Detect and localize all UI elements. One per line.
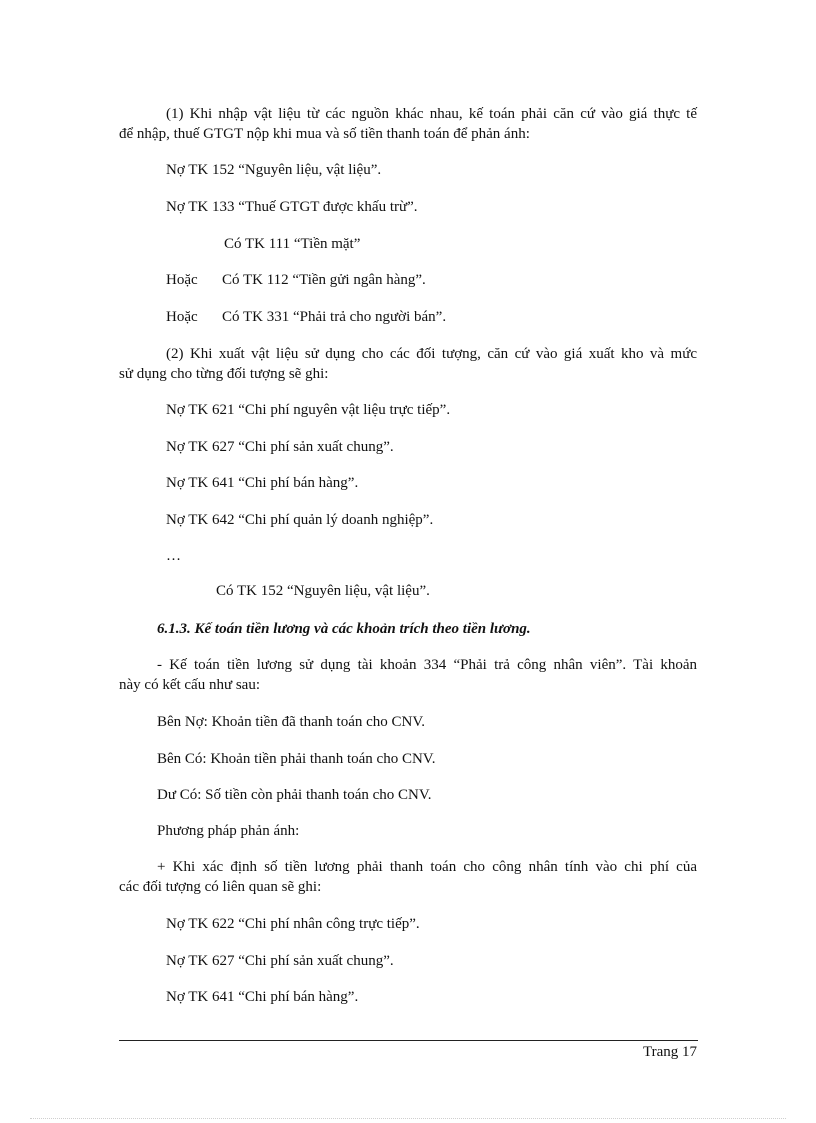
entry-prefix: Hoặc	[166, 309, 198, 325]
entry-line: Bên Có: Khoản tiền phải thanh toán cho CNV.	[157, 751, 436, 767]
entry-line: Nợ TK 627 “Chi phí sản xuất chung”.	[166, 439, 394, 455]
entry-line: Nợ TK 133 “Thuế GTGT được khấu trừ”.	[166, 199, 418, 215]
entry-line: Nợ TK 641 “Chi phí bán hàng”.	[166, 989, 359, 1005]
paragraph-line: này có kết cấu như sau:	[119, 677, 260, 693]
entry-line: Bên Nợ: Khoản tiền đã thanh toán cho CNV.	[157, 714, 426, 730]
paragraph-line: - Kế toán tiền lương sử dụng tài khoản 334 “Phải trả công nhân viên”. Tài khoản	[157, 657, 697, 673]
page-boundary	[30, 1118, 786, 1119]
paragraph-line: + Khi xác định số tiền lương phải thanh toán cho công nhân tính vào chi phí của	[157, 859, 697, 875]
ellipsis: …	[166, 548, 181, 564]
entry-line: Nợ TK 642 “Chi phí quản lý doanh nghiệp”.	[166, 512, 434, 528]
entry-line: Nợ TK 152 “Nguyên liệu, vật liệu”.	[166, 162, 382, 178]
page-number: Trang 17	[642, 1044, 697, 1060]
entry-line: Phương pháp phản ánh:	[157, 823, 300, 839]
entry-line: Nợ TK 621 “Chi phí nguyên vật liệu trực tiếp”.	[166, 402, 451, 418]
entry-line: Nợ TK 622 “Chi phí nhân công trực tiếp”.	[166, 916, 420, 932]
paragraph-line: (1) Khi nhập vật liệu từ các nguồn khác nhau, kế toán phải căn cứ vào giá thực tế	[166, 106, 697, 122]
entry-line: Có TK 111 “Tiền mặt”	[224, 236, 361, 252]
paragraph-line: (2) Khi xuất vật liệu sử dụng cho các đối tượng, căn cứ vào giá xuất kho và mức	[166, 346, 697, 362]
entry-line: Có TK 112 “Tiền gửi ngân hàng”.	[222, 272, 426, 288]
paragraph-line: sử dụng cho từng đối tượng sẽ ghi:	[119, 366, 329, 382]
entry-line: Có TK 331 “Phải trả cho người bán”.	[222, 309, 447, 325]
paragraph-line: để nhập, thuế GTGT nộp khi mua và số tiền thanh toán để phản ánh:	[119, 126, 530, 142]
entry-line: Nợ TK 641 “Chi phí bán hàng”.	[166, 475, 359, 491]
entry-line: Nợ TK 627 “Chi phí sản xuất chung”.	[166, 953, 394, 969]
footer-rule	[119, 1040, 698, 1041]
section-heading: 6.1.3. Kế toán tiền lương và các khoản trích theo tiền lương.	[157, 621, 531, 637]
entry-prefix: Hoặc	[166, 272, 198, 288]
entry-line: Dư Có: Số tiền còn phải thanh toán cho CNV.	[157, 787, 432, 803]
paragraph-line: các đối tượng có liên quan sẽ ghi:	[119, 879, 322, 895]
entry-line: Có TK 152 “Nguyên liệu, vật liệu”.	[216, 583, 430, 599]
